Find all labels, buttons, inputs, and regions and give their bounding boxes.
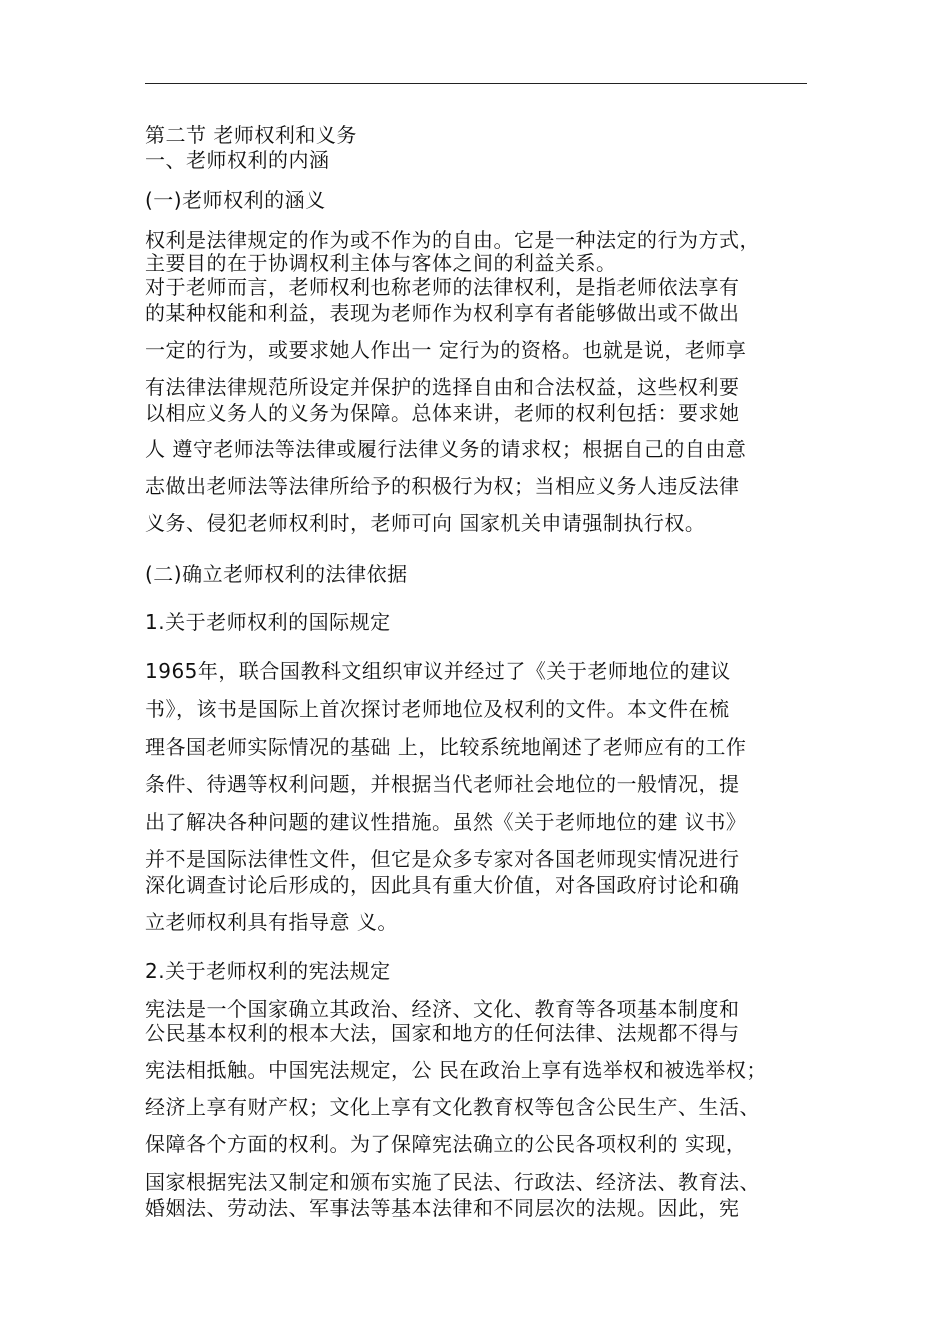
- subsection-heading: 一、老师权利的内涵: [145, 148, 330, 172]
- text-line: 条件、待遇等权利问题，并根据当代老师社会地位的一般情况，提: [145, 772, 740, 796]
- text-line: 公民基本权利的根本大法，国家和地方的任何法律、法规都不得与: [145, 1021, 740, 1045]
- header-rule: [145, 83, 807, 84]
- text-line: 主要目的在于协调权利主体与客体之间的利益关系。: [145, 251, 617, 275]
- text-line: 宪法相抵触。中国宪法规定，公 民在政治上享有选举权和被选举权；: [145, 1058, 767, 1082]
- text-line: 有法律法律规范所设定并保护的选择自由和合法权益，这些权利要: [145, 375, 740, 399]
- subheading: (二)确立老师权利的法律依据: [145, 562, 408, 586]
- text-line: 国家根据宪法又制定和颁布实施了民法、行政法、经济法、教育法、: [145, 1170, 760, 1194]
- section-title: 第二节 老师权利和义务: [145, 123, 357, 147]
- text-line: 对于老师而言，老师权利也称老师的法律权利，是指老师依法享有: [145, 275, 740, 299]
- subheading: (一)老师权利的涵义: [145, 188, 326, 212]
- text-line: 权利是法律规定的作为或不作为的自由。它是一种法定的行为方式，: [145, 228, 760, 252]
- subheading: 1.关于老师权利的国际规定: [145, 610, 391, 634]
- subheading: 2.关于老师权利的宪法规定: [145, 959, 391, 983]
- text-line: 立老师权利具有指导意 义。: [145, 910, 398, 934]
- text-line: 一定的行为，或要求她人作出一 定行为的资格。也就是说，老师享: [145, 338, 747, 362]
- text-line: 以相应义务人的义务为保障。总体来讲，老师的权利包括：要求她: [145, 401, 740, 425]
- text-line: 志做出老师法等法律所给予的积极行为权；当相应义务人违反法律: [145, 474, 740, 498]
- text-line: 并不是国际法律性文件，但它是众多专家对各国老师现实情况进行: [145, 847, 740, 871]
- text-line: 义务、侵犯老师权利时，老师可向 国家机关申请强制执行权。: [145, 511, 706, 535]
- text-line: 的某种权能和利益，表现为老师作为权利享有者能够做出或不做出: [145, 301, 740, 325]
- text-line: 经济上享有财产权；文化上享有文化教育权等包含公民生产、生活、: [145, 1095, 760, 1119]
- text-line: 婚姻法、劳动法、军事法等基本法律和不同层次的法规。因此，宪: [145, 1196, 740, 1220]
- text-line: 保障各个方面的权利。为了保障宪法确立的公民各项权利的 实现，: [145, 1132, 747, 1156]
- text-line: 宪法是一个国家确立其政治、经济、文化、教育等各项基本制度和: [145, 997, 740, 1021]
- text-line: 出了解决各种问题的建议性措施。虽然《关于老师地位的建 议书》: [145, 810, 747, 834]
- text-line: 人 遵守老师法等法律或履行法律义务的请求权；根据自己的自由意: [145, 437, 747, 461]
- text-line: 深化调查讨论后形成的，因此具有重大价值，对各国政府讨论和确: [145, 873, 740, 897]
- text-line: 书》，该书是国际上首次探讨老师地位及权利的文件。本文件在梳: [145, 697, 730, 721]
- text-line: 理各国老师实际情况的基础 上，比较系统地阐述了老师应有的工作: [145, 735, 747, 759]
- text-line: 1965年，联合国教科文组织审议并经过了《关于老师地位的建议: [145, 659, 731, 683]
